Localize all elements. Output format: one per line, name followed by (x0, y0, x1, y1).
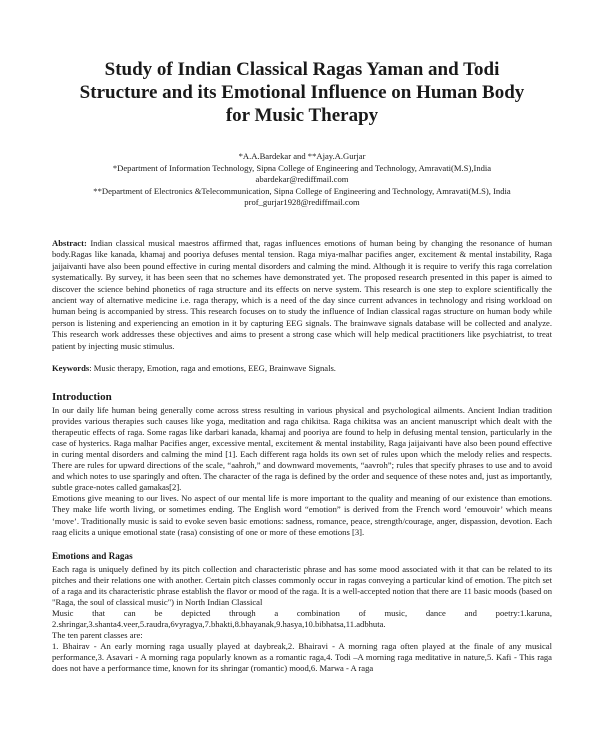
author-names: *A.A.Bardekar and **Ajay.A.Gurjar (238, 151, 366, 161)
abstract-text: Indian classical musical maestros affirmed that, ragas influences emotions of human being by changing the resonance of human body.Ragas like kanada, khamaj and pooriya defuses mental tension. Raga miya-malhar pacifies anger, excitement & mental instability, Raga jaijaivanti have also been pound effective in curing mental disorders and calming the mind. Although it is require to verify this raga correlation systematically. By survey, it has been seen that no schemes have demonstrated yet. The proposed research presented in this paper is aimed to discover the science behind phonetics of raga structure and its effects on nerve system. This research is one step to explore scientifically the ancient way of alternative medicine i.e. raga therapy, which is a need of the day since current advances in technology and rising workload on human being is accompanied by stress. This research focuses on to study the influence of Indian classical ragas structure on human body while person is listening and experiencing an emotion in it by capturing EEG signals. The brainwave signals database will be collected and analyze. This research work addresses these objectives and aims to present a strong case which will help medical practitioners like psychiatrist, to treat patient by injecting music stimulus. (52, 237, 552, 351)
emotions-paragraph-1-end: 2.shringar,3.shanta4.veer,5.raudra,6vyragya,7.bhakti,8.bhayanak,9.hasya,10.bibhatsa,11.adbhuta. (52, 618, 386, 629)
section-heading-emotions-ragas: Emotions and Ragas (52, 550, 133, 561)
authors-block (52, 151, 552, 209)
emotions-justified-line: Music that can be depicted through a combination of music, dance and poetry:1.karuna, (52, 607, 552, 618)
abstract-label: Abstract: (52, 237, 87, 248)
emotions-paragraph-1-text: Each raga is uniquely defined by its pitch collection and characteristic phrase and has some mood associated with it that can be related to its pitches and their relations one with another. Certain pitch classes commonly occur in ragas conveying a particular kind of emotion. The pitch set of a raga and its characteristic phrase establish the flavor or mood of the raga. It is a well-accepted notion that there are 11 basic moods (based on "Raga, the soul of classical music") in North Indian Classical (52, 563, 552, 607)
email-1: abardekar@rediffmail.com (255, 174, 349, 185)
paper-page (52, 58, 552, 674)
email-2: prof_gurjar1928@rediffmail.com (244, 197, 360, 208)
keywords-text: : Music therapy, Emotion, raga and emotions, EEG, Brainwave Signals. (89, 363, 336, 374)
emotions-paragraph-3: 1. Bhairav - An early morning raga usually played at daybreak,2. Bhairavi - A morning raga often played at the finale of any musical performance,3. Asavari - A morning raga popularly known as a romantic raga,4. Todi –A morning raga meditative in nature,5. Kafi - This raga does not have a performance time, known for its shringar (romantic) mood,6. Marwa - A raga (52, 640, 552, 674)
introduction-paragraph-1: In our daily life human being generally come across stress resulting in various physical and psychological ailments. Ancient Indian tradition provides various therapies such causes like yoga, meditation and raga chikitsa. Raga chikitsa was an ancient manuscript which dealt with the therapeutic effects of raga. Some ragas like darbari kanada, khamaj and pooriya are found to help in defusing mental tension, particularly in the case of hysterics. Raga malhar Pacifies anger, excessive mental, excitement & mental instability, Raga jaijaivanti have also been pound effective in curing mental disorders and calming the mind [1]. Each different raga holds its own set of rules upon which the melody relies and respects. There are rules for upward directions of the scale, “aahroh,” and downward movements, “aavroh”; rules that specify phrases to use and to avoid and which notes to use sparingly and often. The character of the raga is defined by the order and sequence of these notes and, just as importantly, subtle grace-notes called gamakas[2]. (52, 405, 552, 493)
affiliation-1: *Department of Information Technology, Sipna College of Engineering and Technology, Amravati(M.S),India (112, 162, 492, 173)
keywords (52, 363, 552, 374)
abstract (52, 238, 552, 352)
paper-title: Study of Indian Classical Ragas Yaman and Todi Structure and its Emotional Influence on Human Body for Music Therapy (79, 59, 525, 126)
affiliation-2: **Department of Electronics &Telecommunication, Sipna College of Engineering and Technology, Amravati(M.S), India (93, 185, 511, 196)
emotions-paragraph-2: The ten parent classes are: (52, 629, 143, 640)
introduction-paragraph-2: Emotions give meaning to our lives. No aspect of our mental life is more important to the quality and meaning of our existence than emotions. They make life worth living, or sometimes ending. The English word “emotion” is derived from the French word ‘emouvoir’ which means ‘move’. Traditionally music is said to evoke seven basic emotions: sadness, romance, peace, strength/courage, anger, dispassion, devotion. Each raag elicits a unique emotional state (rasa) consisting of one or more of these emotions [3]. (52, 493, 552, 537)
section-heading-introduction: Introduction (52, 391, 112, 404)
keywords-label: Keywords (52, 363, 90, 374)
emotions-paragraph-1 (52, 564, 552, 630)
